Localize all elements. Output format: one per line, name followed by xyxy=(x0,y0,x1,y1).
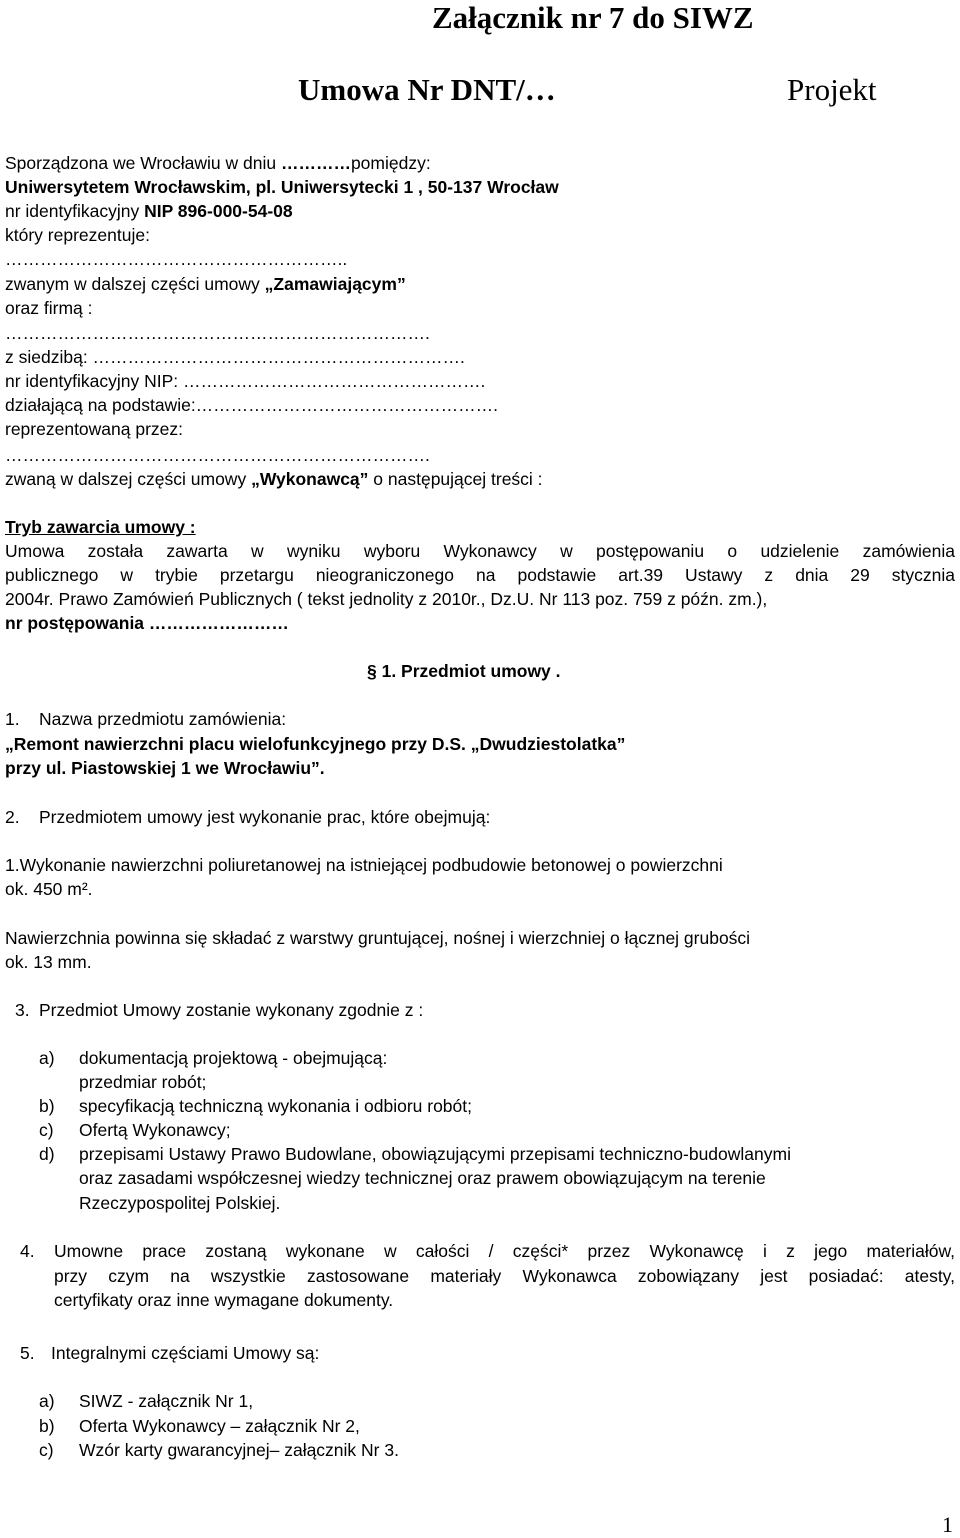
item-4-line-2: przy czym na wszystkie zastosowane materiały Wykonawca zobowiązany jest posiadać: atesty, xyxy=(54,1266,955,1286)
surface-line-1: Nawierzchnia powinna się składać z warstwy gruntującej, nośnej i wierzchniej o łącznej grubości xyxy=(5,928,751,948)
work-line-2: ok. 450 m². xyxy=(5,879,93,899)
item-5-number: 5. xyxy=(20,1343,35,1363)
item-2-number: 2. xyxy=(5,807,20,827)
attachment-a-letter: a) xyxy=(39,1391,55,1411)
legal-basis-field: działającą na podstawie:……………………………………………. xyxy=(5,395,499,415)
contractor-nip-field: nr identyfikacyjny NIP: ……………………………………………. xyxy=(5,371,486,391)
mode-paragraph-line-1: Umowa została zawarta w wyniku wyboru Wykonawcy w postępowaniu o udzielenie zamówienia xyxy=(5,541,955,561)
parties-line-1: Sporządzona we Wrocławiu w dniu …………pomiędzy: xyxy=(5,153,431,173)
list-c-letter: c) xyxy=(39,1120,54,1140)
list-a-text: dokumentacją projektową - obejmującą: xyxy=(79,1048,388,1068)
list-c-text: Ofertą Wykonawcy; xyxy=(79,1120,231,1140)
representative-dots: ………………………………………………………………. xyxy=(5,445,430,465)
subject-title-line-1: „Remont nawierzchni placu wielofunkcyjnego przy D.S. „Dwudziestolatka” xyxy=(5,734,626,754)
item-1-number: 1. xyxy=(5,709,20,729)
attachment-b-letter: b) xyxy=(39,1416,55,1436)
list-a-subtext: przedmiar robót; xyxy=(79,1072,207,1092)
item-2-text: Przedmiotem umowy jest wykonanie prac, które obejmują: xyxy=(39,807,491,827)
list-d-letter: d) xyxy=(39,1144,55,1164)
attachment-b-text: Oferta Wykonawcy – załącznik Nr 2, xyxy=(79,1416,360,1436)
list-b-text: specyfikacją techniczną wykonania i odbioru robót; xyxy=(79,1096,472,1116)
attachment-c-text: Wzór karty gwarancyjnej– załącznik Nr 3. xyxy=(79,1440,399,1460)
university-name: Uniwersytetem Wrocławskim, pl. Uniwersytecki 1 , 50-137 Wrocław xyxy=(5,177,559,197)
item-1-text: Nazwa przedmiotu zamówienia: xyxy=(39,709,287,729)
item-3-text: Przedmiot Umowy zostanie wykonany zgodnie z : xyxy=(39,1000,424,1020)
procedure-number: nr postępowania …………………… xyxy=(5,613,289,633)
draft-label: Projekt xyxy=(787,72,877,107)
attachment-c-letter: c) xyxy=(39,1440,54,1460)
annex-title: Załącznik nr 7 do SIWZ xyxy=(432,0,754,35)
mode-paragraph-line-2: publicznego w trybie przetargu nieograniczonego na podstawie art.39 Ustawy z dnia 29 stycznia xyxy=(5,565,955,585)
university-nip: nr identyfikacyjny NIP 896-000-54-08 xyxy=(5,201,293,221)
represented-by-field: reprezentowaną przez: xyxy=(5,419,184,439)
list-d-text-2: oraz zasadami współczesnej wiedzy technicznej oraz prawem obowiązującym na terenie xyxy=(79,1168,766,1188)
list-a-letter: a) xyxy=(39,1048,55,1068)
surface-line-2: ok. 13 mm. xyxy=(5,952,92,972)
contract-title: Umowa Nr DNT/… xyxy=(298,72,556,107)
item-3-number: 3. xyxy=(15,1000,30,1020)
mode-paragraph-line-3: 2004r. Prawo Zamówień Publicznych ( tekst jednolity z 2010r., Dz.U. Nr 113 poz. 759 z późn. zm.), xyxy=(5,589,768,609)
work-line-1: 1.Wykonanie nawierzchni poliuretanowej na istniejącej podbudowie betonowej o powierzchni xyxy=(5,855,723,875)
page-number: 1 xyxy=(942,1512,953,1537)
list-d-text-3: Rzeczypospolitej Polskiej. xyxy=(79,1193,281,1213)
seat-field: z siedzibą: ………………………………………………………. xyxy=(5,347,465,367)
mode-heading: Tryb zawarcia umowy : xyxy=(5,517,196,537)
represented-by-label: który reprezentuje: xyxy=(5,225,150,245)
list-b-letter: b) xyxy=(39,1096,55,1116)
contractor-definition: zwaną w dalszej części umowy „Wykonawcą” o następującej treści : xyxy=(5,469,543,489)
company-placeholder: ………………………………………………………………. xyxy=(5,323,430,343)
list-d-text-1: przepisami Ustawy Prawo Budowlane, obowiązującymi przepisami techniczno-budowlanymi xyxy=(79,1144,791,1164)
subject-title-line-2: przy ul. Piastowskiej 1 we Wrocławiu”. xyxy=(5,758,325,778)
section-1-heading: § 1. Przedmiot umowy . xyxy=(367,661,561,681)
item-4-line-3: certyfikaty oraz inne wymagane dokumenty. xyxy=(54,1290,394,1310)
client-definition: zwanym w dalszej części umowy „Zamawiającym” xyxy=(5,274,406,294)
item-4-number: 4. xyxy=(20,1241,35,1261)
representative-placeholder: ………………………………………………….. xyxy=(5,249,348,269)
attachment-a-text: SIWZ - załącznik Nr 1, xyxy=(79,1391,254,1411)
company-label: oraz firmą : xyxy=(5,298,93,318)
item-4-line-1: Umowne prace zostaną wykonane w całości / części* przez Wykonawcę i z jego materiałów, xyxy=(54,1241,955,1261)
item-5-text: Integralnymi częściami Umowy są: xyxy=(51,1343,320,1363)
